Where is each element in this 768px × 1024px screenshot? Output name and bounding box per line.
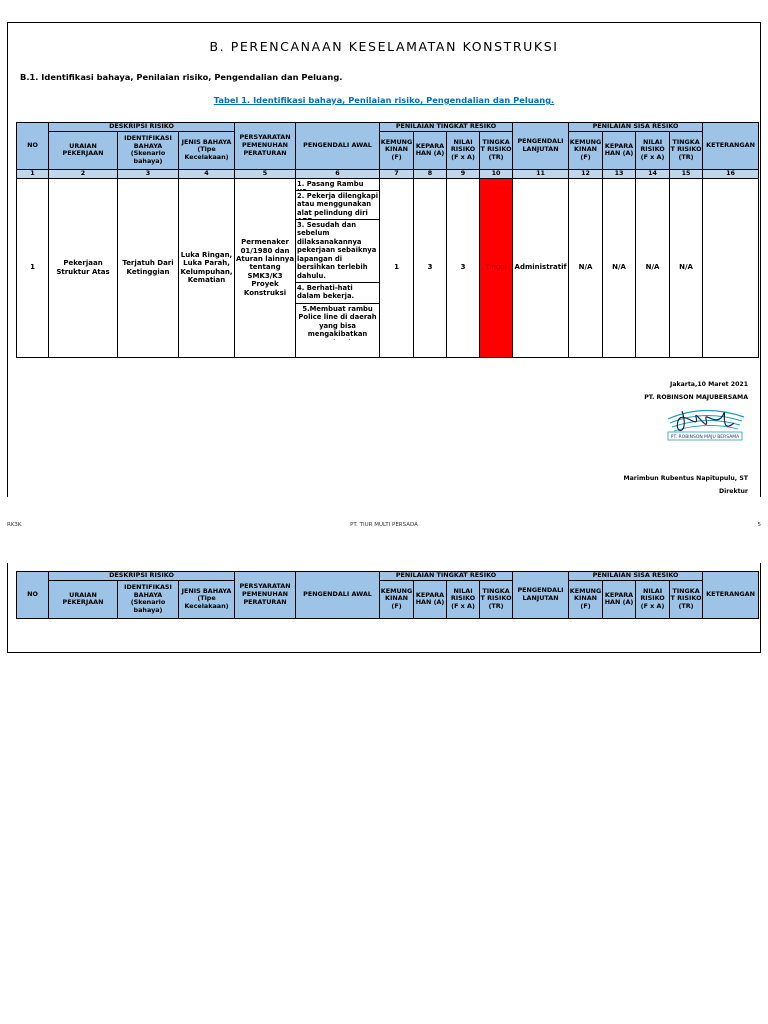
- subsection-title: B.1. Identifikasi bahaya, Penilaian risiko, Pengendalian dan Peluang.: [20, 72, 343, 82]
- risk-table: [16, 122, 759, 358]
- header-identifikasi: IDENTIFIKASI BAHAYA (Skenario bahaya): [118, 580, 179, 618]
- header-keterangan: KETERANGAN: [703, 572, 759, 619]
- column-number: 8: [414, 169, 447, 178]
- column-number: 6: [296, 169, 380, 178]
- control-item: 3. Sesudah dan sebelum dilaksanakannya pekerjaan sebaiknya lapangan di bersihkan terlebih dahulu.: [296, 220, 379, 283]
- header-kemungkinan: KEMUNG KINAN (F): [380, 131, 414, 169]
- header-sisa-tingkat: TINGKA T RISIKO (TR): [670, 131, 703, 169]
- control-item: 5.Membuat rambu Police line di daerah yang bisa mengakibatkan: [298, 304, 377, 339]
- column-number: 15: [670, 169, 703, 178]
- signature-name: Marimbun Rubentus Napitupulu, ST: [623, 475, 748, 482]
- cell-sisa-keparahan: N/A: [603, 178, 636, 357]
- signature-date: Jakarta,10 Maret 2021: [670, 381, 748, 388]
- cell-kemungkinan: 1: [380, 178, 414, 357]
- header-tingkat: TINGKA T RISIKO (TR): [480, 580, 513, 618]
- column-number: 12: [569, 169, 603, 178]
- column-number: 11: [513, 169, 569, 178]
- header-sisa-keparahan: KEPARA HAN (A): [603, 131, 636, 169]
- header-pengendali-awal: PENGENDALI AWAL: [296, 123, 380, 170]
- header-sisa-kemungkinan: KEMUNG KINAN (F): [569, 580, 603, 618]
- section-title: B. PERENCANAAN KESELAMATAN KONSTRUKSI: [209, 39, 559, 54]
- header-nilai: NILAI RISIKO (F x A): [447, 131, 480, 169]
- column-number: 16: [703, 169, 759, 178]
- header-jenis: JENIS BAHAYA (Tipe Kecelakaan): [179, 580, 235, 618]
- page-frame-continued: [7, 563, 761, 653]
- cell-keparahan: 3: [414, 178, 447, 357]
- header-keparahan: KEPARA HAN (A): [414, 580, 447, 618]
- header-jenis: JENIS BAHAYA (Tipe Kecelakaan): [179, 131, 235, 169]
- header-sisa-keparahan: KEPARA HAN (A): [603, 580, 636, 618]
- cell-sisa-kemungkinan: N/A: [569, 178, 603, 357]
- header-uraian: URAIAN PEKERJAAN: [49, 131, 118, 169]
- header-sisa-tingkat: TINGKA T RISIKO (TR): [670, 580, 703, 618]
- header-sisa-nilai: NILAI RISIKO (F x A): [636, 580, 670, 618]
- cell-no: 1: [17, 178, 49, 357]
- column-number: 13: [603, 169, 636, 178]
- header-persyaratan: PERSYARATAN PEMENUHAN PERATURAN: [235, 572, 296, 619]
- header-kemungkinan: KEMUNG KINAN (F): [380, 580, 414, 618]
- header-keparahan: KEPARA HAN (A): [414, 131, 447, 169]
- control-item: 2. Pekerja dilengkapi atau menggunakan alat pelindung diri: [296, 191, 379, 220]
- risk-table-continued: [16, 571, 759, 619]
- cell-identifikasi: Terjatuh Dari Ketinggian: [118, 178, 179, 357]
- company-stamp-icon: [660, 405, 748, 441]
- header-no: NO: [17, 572, 49, 619]
- cell-pengendali-lanjutan: Administratif: [513, 178, 569, 357]
- cell-sisa-tingkat: N/A: [670, 178, 703, 357]
- column-number: 14: [636, 169, 670, 178]
- signature-position: Direktur: [718, 488, 748, 495]
- control-item: 4. Berhati-hati dalam bekerja.: [296, 283, 379, 304]
- cell-pengendali-awal: [296, 178, 380, 357]
- column-number: 2: [49, 169, 118, 178]
- column-number: 3: [118, 169, 179, 178]
- header-keterangan: KETERANGAN: [703, 123, 759, 170]
- header-tingkat: TINGKA T RISIKO (TR): [480, 131, 513, 169]
- group-header-deskripsi: DESKRIPSI RISIKO: [49, 123, 235, 132]
- cell-persyaratan: Permenaker 01/1980 dan Aturan lainnya tentang SMK3/K3 Proyek Konstruksi: [235, 178, 296, 357]
- cell-tingkat-risiko: Tinggi: [480, 178, 513, 357]
- cell-sisa-nilai: N/A: [636, 178, 670, 357]
- column-number: 4: [179, 169, 235, 178]
- footer-page-number: 5: [757, 522, 761, 528]
- header-nilai: NILAI RISIKO (F x A): [447, 580, 480, 618]
- page-frame: [7, 22, 761, 497]
- header-pengendali-awal: PENGENDALI AWAL: [296, 572, 380, 619]
- header-uraian: URAIAN PEKERJAAN: [49, 580, 118, 618]
- table-row: [17, 178, 759, 357]
- table-caption[interactable]: Tabel 1. Identifikasi bahaya, Penilaian risiko, Pengendalian dan Peluang.: [213, 95, 555, 105]
- group-header-penilaian: PENILAIAN TINGKAT RESIKO: [380, 123, 513, 132]
- header-identifikasi: IDENTIFIKASI BAHAYA (Skenario bahaya): [118, 131, 179, 169]
- cell-keterangan: [703, 178, 759, 357]
- cell-nilai: 3: [447, 178, 480, 357]
- stamp-text: PT. ROBINSON MAJU BERSAMA: [670, 435, 740, 440]
- column-number: 7: [380, 169, 414, 178]
- control-item: 1. Pasang Rambu: [296, 179, 379, 191]
- header-persyaratan: PERSYARATAN PEMENUHAN PERATURAN: [235, 123, 296, 170]
- header-sisa-nilai: NILAI RISIKO (F x A): [636, 131, 670, 169]
- header-sisa-kemungkinan: KEMUNG KINAN (F): [569, 131, 603, 169]
- column-number: 10: [480, 169, 513, 178]
- column-number: 5: [235, 169, 296, 178]
- header-pengendali-lanjutan: PENGENDALI LANJUTAN: [513, 123, 569, 170]
- footer-center: PT. TIUR MULTI PERSADA: [350, 522, 418, 528]
- header-pengendali-lanjutan: PENGENDALI LANJUTAN: [513, 572, 569, 619]
- group-header-deskripsi: DESKRIPSI RISIKO: [49, 572, 235, 581]
- header-no: NO: [17, 123, 49, 170]
- cell-uraian: Pekerjaan Struktur Atas: [49, 178, 118, 357]
- column-number: 1: [17, 169, 49, 178]
- cell-jenis: Luka Ringan, Luka Parah, Kelumpuhan, Kematian: [179, 178, 235, 357]
- column-number: 9: [447, 169, 480, 178]
- signature-company: PT. ROBINSON MAJUBERSAMA: [644, 394, 748, 401]
- footer-left: RK3K: [7, 522, 22, 528]
- group-header-sisa: PENILAIAN SISA RESIKO: [569, 123, 703, 132]
- group-header-sisa: PENILAIAN SISA RESIKO: [569, 572, 703, 581]
- group-header-penilaian: PENILAIAN TINGKAT RESIKO: [380, 572, 513, 581]
